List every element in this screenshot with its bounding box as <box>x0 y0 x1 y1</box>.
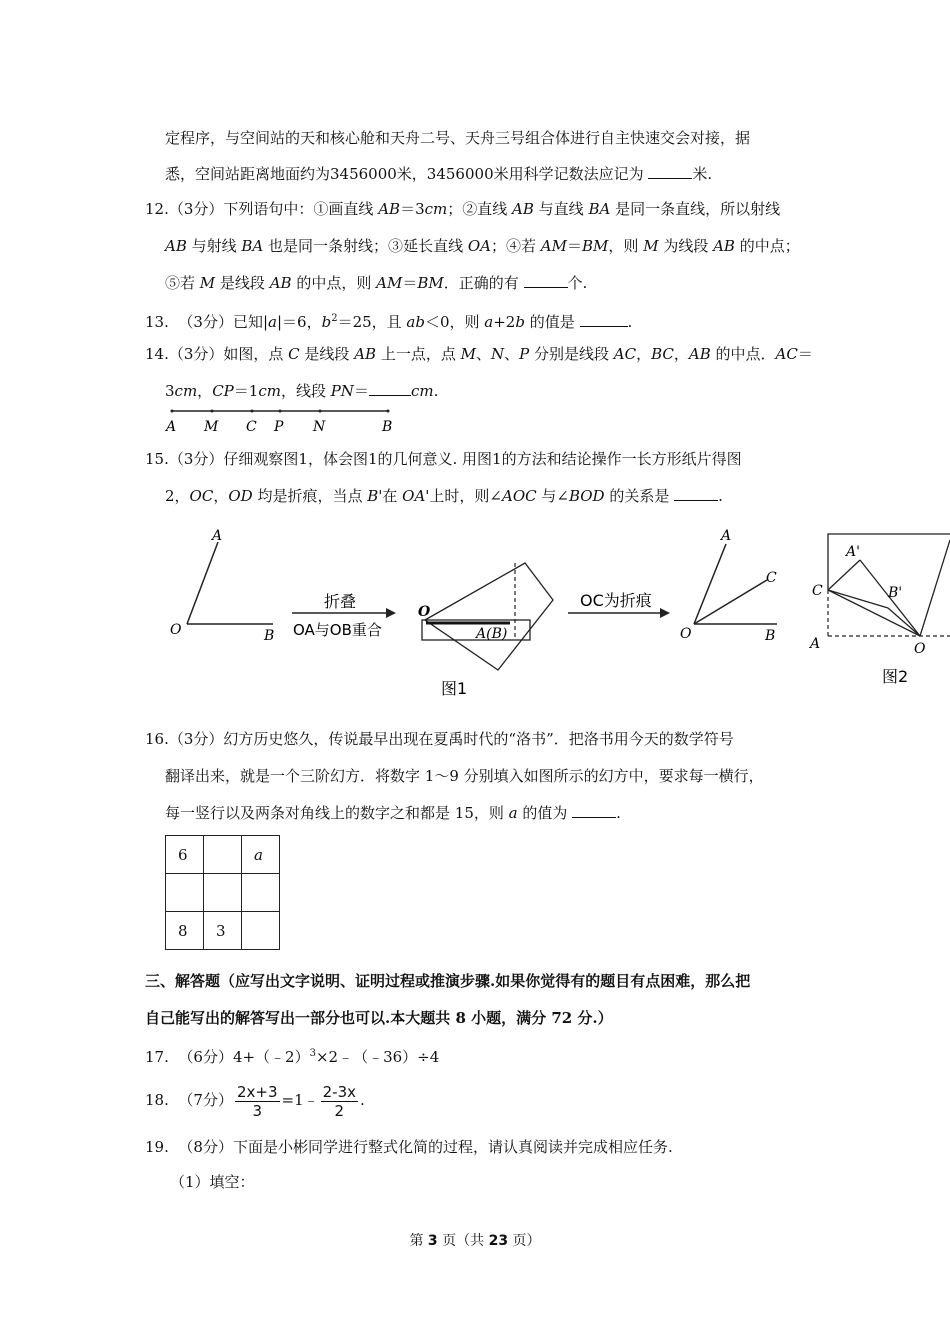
magic-cell <box>242 912 280 950</box>
fig2-caption: 图2 <box>882 667 909 686</box>
label-m: M <box>204 419 219 435</box>
q15-line1: 15.（3分）仔细观察图1，体会图1的几何意义. 用图1的方法和结论操作一长方形纸片得图 <box>145 450 742 468</box>
magic-cell <box>204 836 242 874</box>
fraction-left: $\frac{2x+3}{3}$ <box>236 1082 278 1120</box>
answer-blank[interactable] <box>572 803 616 818</box>
fig2-label-c: C <box>812 583 823 599</box>
fold-label-ab: A(B) <box>476 626 508 642</box>
fig-label-o: O <box>170 622 182 638</box>
q15-line2: 2，OC，OD 均是折痕，当点 B'在 OA'上时，则∠AOC 与∠BOD 的关系是 . <box>165 487 723 505</box>
label-c: C <box>246 419 257 435</box>
magic-cell <box>242 874 280 912</box>
answer-blank[interactable] <box>674 486 718 501</box>
label-a: A <box>166 419 177 435</box>
fold-label-o: O <box>418 604 431 620</box>
q19-line: 19. （8分）下面是小彬同学进行整式化简的过程，请认真阅读并完成相应任务. <box>145 1138 673 1156</box>
page-footer: 第 3 页（共 23 页） <box>409 1233 541 1249</box>
q14-segment-figure <box>160 402 400 436</box>
q17-line: 17. （6分）4+（﹣2）$^3$×2﹣（﹣36）÷4 <box>145 1048 440 1066</box>
answer-blank[interactable] <box>369 381 411 396</box>
fold-label: 折叠 <box>324 592 357 611</box>
fig-label-o2: O <box>680 626 692 642</box>
q16-line2: 翻译出来，就是一个三阶幻方．将数字 1～9 分别填入如图所示的幻方中，要求每一横行， <box>165 767 764 785</box>
fig1-caption: 图1 <box>441 679 468 698</box>
answer-blank[interactable] <box>648 164 692 179</box>
q15-folding-figure <box>160 520 950 700</box>
fig-label-b2: B <box>765 628 776 644</box>
q11-line2: 悉，空间站距离地面约为3456000米，3456000米用科学记数法应记为 米. <box>165 165 713 183</box>
q12-line1: 12.（3分）下列语句中：①画直线 AB＝3cm；②直线 AB 与直线 BA 是同一条直线，所以射线 <box>145 200 781 218</box>
magic-cell: 6 <box>166 836 204 874</box>
fig-label-c: C <box>766 570 777 586</box>
magic-square <box>165 835 280 950</box>
fig-label-a2: A <box>721 528 732 544</box>
section3-heading-line1: 三、解答题（应写出文字说明、证明过程或推演步骤.如果你觉得有的题目有点困难，那么把 <box>145 972 751 990</box>
fraction-right: $\frac{2-3x}{2}$ <box>322 1082 357 1120</box>
fig2-label-o: O <box>914 641 926 657</box>
q18-line: 18. （7分） $\frac{2x+3}{3}$ =1﹣ $\frac{2-3x}{2}$ . <box>145 1082 365 1120</box>
fig2-label-b-prime: B' <box>888 585 903 601</box>
q12-line2: AB 与射线 BA 也是同一条射线；③延长直线 OA；④若 AM＝BM，则 M 为线段 AB 的中点； <box>165 237 800 255</box>
label-p: P <box>274 419 284 435</box>
label-n: N <box>313 419 326 435</box>
magic-cell: 3 <box>204 912 242 950</box>
q11-line1: 定程序，与空间站的天和核心舱和天舟二号、天舟三号组合体进行自主快速交会对接，据 <box>165 129 751 147</box>
answer-blank[interactable] <box>580 312 628 327</box>
magic-cell: 8 <box>166 912 204 950</box>
q16-line3: 每一竖行以及两条对角线上的数字之和都是 15，则 a 的值为 . <box>165 804 621 822</box>
crease-label: OC为折痕 <box>580 591 652 610</box>
q19-sub1: （1）填空： <box>170 1173 255 1191</box>
fig2-label-a-prime: A' <box>846 544 860 560</box>
q14-line1: 14.（3分）如图，点 C 是线段 AB 上一点，点 M、N、P 分别是线段 AC，BC，AB 的中点．AC＝ <box>145 345 813 363</box>
label-b: B <box>382 419 393 435</box>
fig-label-a: A <box>212 528 223 544</box>
fig-label-b: B <box>264 628 275 644</box>
overlap-label: OA与OB重合 <box>293 621 382 639</box>
q12-line3: ⑤若 M 是线段 AB 的中点，则 AM＝BM．正确的有 个. <box>165 274 588 292</box>
q14-line2: 3cm，CP＝1cm，线段 PN＝ cm. <box>165 382 439 400</box>
section3-heading-line2: 自己能写出的解答写出一部分也可以.本大题共 8 小题，满分 72 分.） <box>145 1009 613 1027</box>
q13-line: 13. （3分）已知|a|＝6，$b^2=25$，且 ab＜0，则 a+2b 的值是 . <box>145 313 633 331</box>
fig2-label-a: A <box>810 636 821 652</box>
magic-cell <box>204 874 242 912</box>
arrow-right-icon <box>660 608 670 618</box>
arrow-right-icon <box>386 608 396 618</box>
q16-line1: 16.（3分）幻方历史悠久，传说最早出现在夏禹时代的“洛书”．把洛书用今天的数学符号 <box>145 730 734 748</box>
answer-blank[interactable] <box>524 273 568 288</box>
magic-cell: a <box>242 836 280 874</box>
magic-cell <box>166 874 204 912</box>
